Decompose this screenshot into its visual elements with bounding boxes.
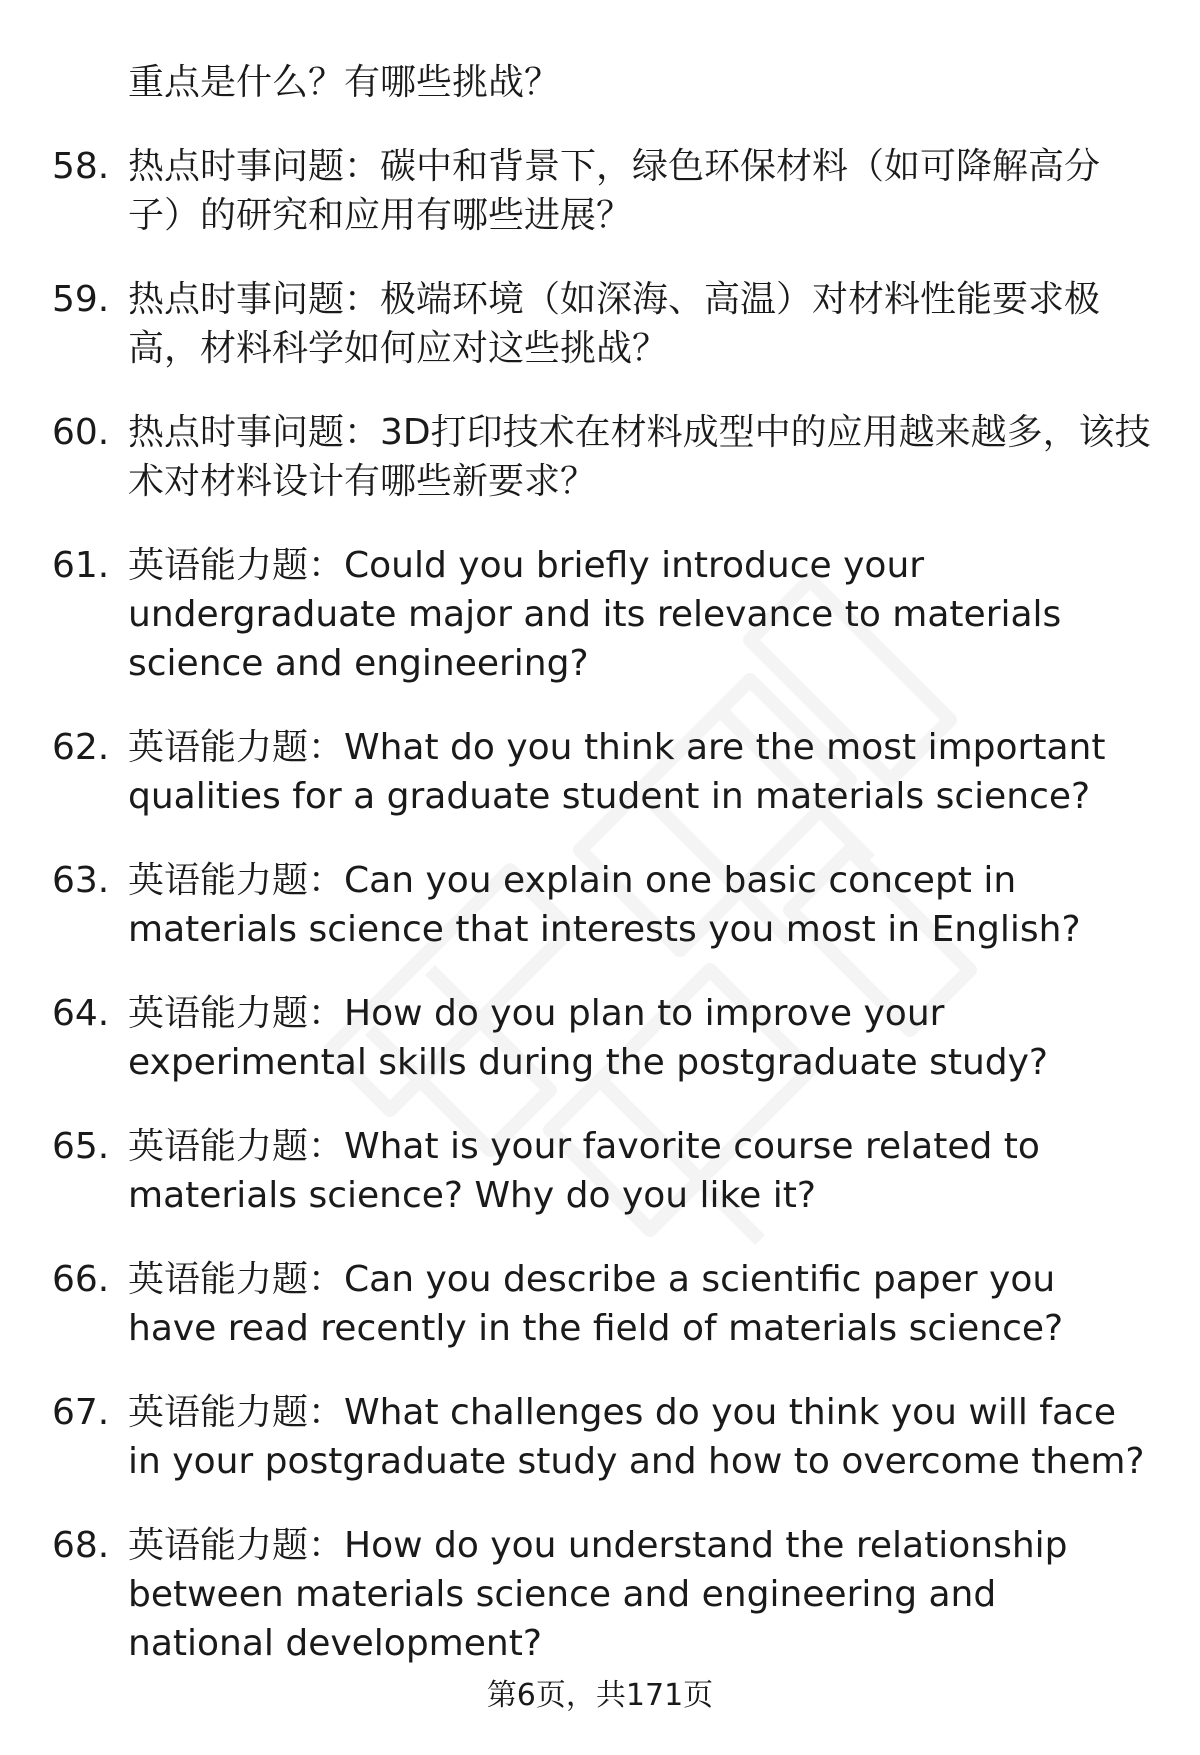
question-item: [52, 541, 1152, 688]
question-number: 68.: [52, 1525, 110, 1566]
question-text: 热点时事问题：碳中和背景下，绿色环保材料（如可降解高分子）的研究和应用有哪些进展？: [128, 146, 1101, 236]
question-text: 英语能力题：Can you describe a scientific paper you have read recently in the field of materials science?: [128, 1259, 1064, 1349]
continued-question-text: 重点是什么？有哪些挑战？: [128, 62, 561, 103]
question-text: 英语能力题：Could you briefly introduce your undergraduate major and its relevance to materials science and engineering?: [128, 545, 1062, 684]
question-item: [52, 408, 1152, 506]
question-items: [52, 142, 1152, 1668]
question-number: 63.: [52, 860, 110, 901]
question-number: 60.: [52, 412, 110, 453]
question-number: 62.: [52, 727, 110, 768]
question-number: 66.: [52, 1259, 110, 1300]
question-number: 58.: [52, 146, 110, 187]
question-item: [52, 1122, 1152, 1220]
page-footer: 第6页，共171页: [486, 1678, 714, 1713]
question-number: 65.: [52, 1126, 110, 1167]
question-item: [52, 856, 1152, 954]
question-text: 热点时事问题：3D打印技术在材料成型中的应用越来越多，该技术对材料设计有哪些新要求？: [128, 412, 1151, 502]
question-text: 英语能力题：What is your favorite course related to materials science? Why do you like it?: [128, 1126, 1040, 1216]
question-number: 59.: [52, 279, 110, 320]
question-item: [52, 989, 1152, 1087]
question-item: [52, 1255, 1152, 1353]
question-item: [52, 1388, 1152, 1486]
question-number: 67.: [52, 1392, 110, 1433]
question-item: [52, 723, 1152, 821]
question-text: 英语能力题：What do you think are the most important qualities for a graduate student in materials science?: [128, 727, 1106, 817]
question-item: [52, 275, 1152, 373]
question-text: 热点时事问题：极端环境（如深海、高温）对材料性能要求极高，材料科学如何应对这些挑战？: [128, 279, 1101, 369]
question-number: 64.: [52, 993, 110, 1034]
question-item: [52, 1521, 1152, 1668]
question-text: 英语能力题：How do you understand the relationship between materials science and engineering and national development?: [128, 1525, 1068, 1664]
question-text: 英语能力题：Can you explain one basic concept in materials science that interests you most in English?: [128, 860, 1081, 950]
question-number: 61.: [52, 545, 110, 586]
question-text: 英语能力题：What challenges do you think you will face in your postgraduate study and how to overcome them?: [128, 1392, 1145, 1482]
question-text: 英语能力题：How do you plan to improve your experimental skills during the postgraduate study?: [128, 993, 1049, 1083]
question-list: [52, 58, 1152, 1703]
question-item: [52, 142, 1152, 240]
